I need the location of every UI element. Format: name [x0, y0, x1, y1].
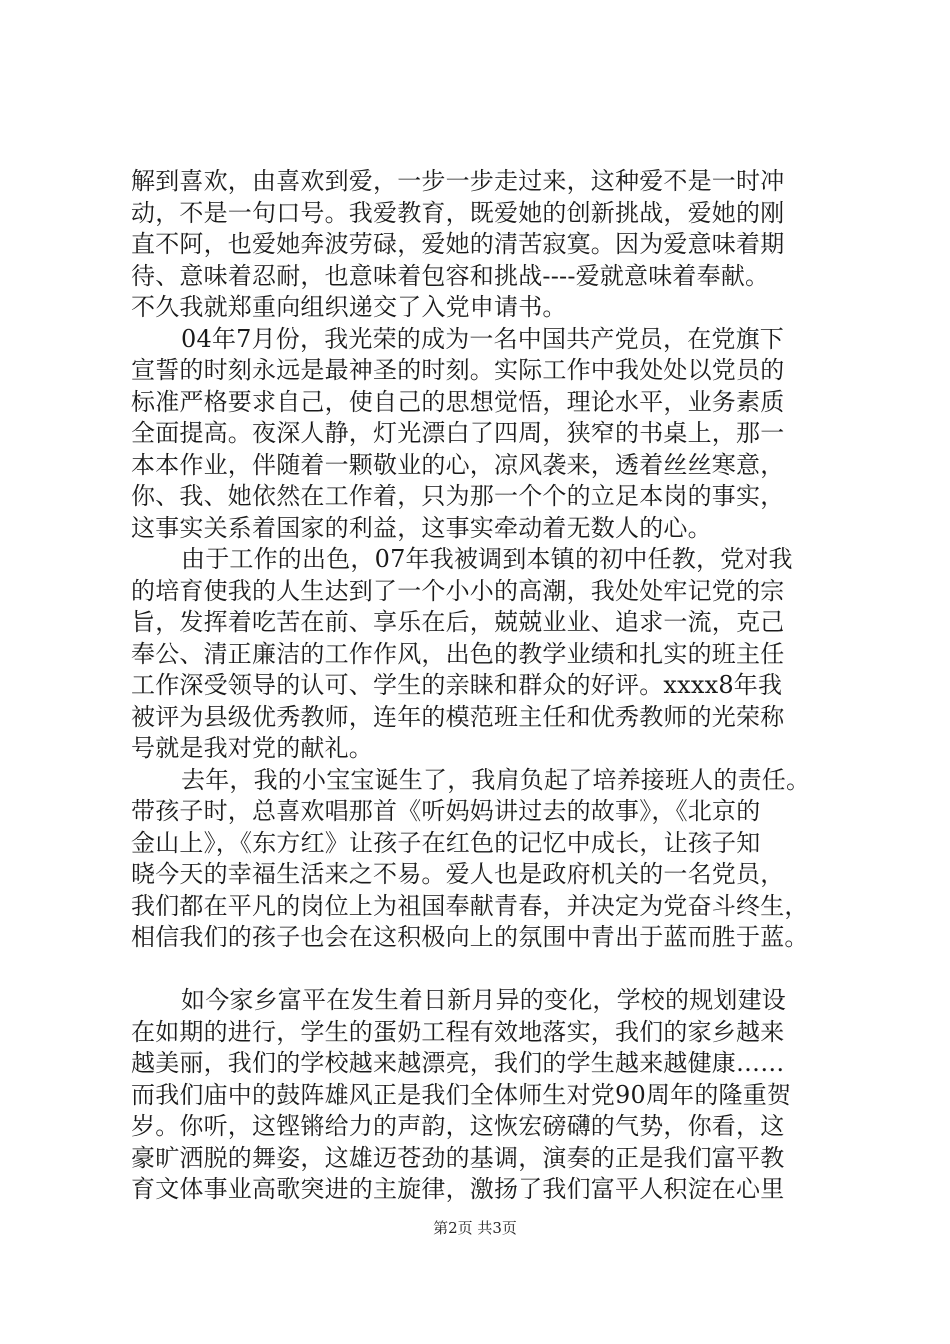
text-line: 全面提高。夜深人静，灯光漂白了四周，狭窄的书桌上，那一 [131, 419, 785, 447]
text-line: 岁。你听，这铿锵给力的声韵，这恢宏磅礴的气势，你看，这 [131, 1112, 785, 1140]
text-line: 被评为县级优秀教师，连年的模范班主任和优秀教师的光荣称 [131, 702, 785, 731]
text-line: 旨，发挥着吃苦在前、享乐在后，兢兢业业、追求一流，克己 [131, 608, 785, 636]
text-line: 我们都在平凡的岗位上为祖国奉献青春，并决定为党奋斗终生， [131, 891, 809, 920]
text-line: 这事实关系着国家的利益，这事实牵动着无数人的心。 [131, 513, 712, 542]
body-text [131, 166, 851, 1206]
text-line: 带孩子时，总喜欢唱那首《听妈妈讲过去的故事》，《北京的 [131, 797, 761, 825]
text-line: 你、我、她依然在工作着，只为那一个个的立足本岗的事实， [131, 482, 785, 510]
paragraph-first-line: 04年7月份，我光荣的成为一名中国共产党员，在党旗下 [181, 324, 785, 353]
text-line: 号就是我对党的献礼。 [131, 734, 373, 762]
paragraph-gap [131, 954, 851, 986]
page-number-footer: 第2页 共3页 [433, 1219, 517, 1237]
text-line: 待、意味着忍耐，也意味着包容和挑战----爱就意味着奉献。 [131, 261, 770, 290]
text-line: 越美丽，我们的学校越来越漂亮，我们的学生越来越健康…… [131, 1049, 785, 1077]
paragraph-first-line: 由于工作的出色，07年我被调到本镇的初中任教，党对我 [181, 545, 793, 573]
text-line: 奉公、清正廉洁的工作作风，出色的教学业绩和扎实的班主任 [131, 639, 785, 668]
text-line: 相信我们的孩子也会在这积极向上的氛围中青出于蓝而胜于蓝。 [131, 923, 809, 951]
text-line: 动，不是一句口号。我爱教育，既爱她的创新挑战，爱她的刚 [131, 198, 785, 227]
text-line: 解到喜欢，由喜欢到爱，一步一步走过来，这种爱不是一时冲 [131, 167, 785, 195]
paragraph-first-line: 如今家乡富平在发生着日新月异的变化，学校的规划建设 [181, 986, 786, 1014]
text-line: 晓今天的幸福生活来之不易。爱人也是政府机关的一名党员， [131, 860, 785, 888]
text-line: 宣誓的时刻永远是最神圣的时刻。实际工作中我处处以党员的 [131, 356, 785, 384]
text-line: 工作深受领导的认可、学生的亲睐和群众的好评。xxxx8年我 [131, 671, 783, 699]
text-line: 直不阿，也爱她奔波劳碌，爱她的清苦寂寞。因为爱意味着期 [131, 230, 785, 258]
text-line: 金山上》，《东方红》让孩子在红色的记忆中成长，让孩子知 [131, 828, 761, 857]
text-line: 的培育使我的人生达到了一个小小的高潮，我处处牢记党的宗 [131, 576, 785, 605]
text-line: 标准严格要求自己，使自己的思想觉悟，理论水平，业务素质 [131, 387, 785, 416]
text-line: 不久我就郑重向组织递交了入党申请书。 [131, 293, 567, 321]
text-line: 在如期的进行，学生的蛋奶工程有效地落实，我们的家乡越来 [131, 1017, 785, 1046]
paragraph-first-line: 去年，我的小宝宝诞生了，我肩负起了培养接班人的责任。 [181, 765, 811, 794]
text-line: 豪旷洒脱的舞姿，这雄迈苍劲的基调，演奏的正是我们富平教 [131, 1143, 785, 1172]
text-line: 本本作业，伴随着一颗敬业的心，凉风袭来，透着丝丝寒意， [131, 450, 785, 479]
text-line: 育文体事业高歌突进的主旋律，激扬了我们富平人积淀在心里 [131, 1175, 785, 1203]
text-line: 而我们庙中的鼓阵雄风正是我们全体师生对党90周年的隆重贺 [131, 1080, 792, 1109]
